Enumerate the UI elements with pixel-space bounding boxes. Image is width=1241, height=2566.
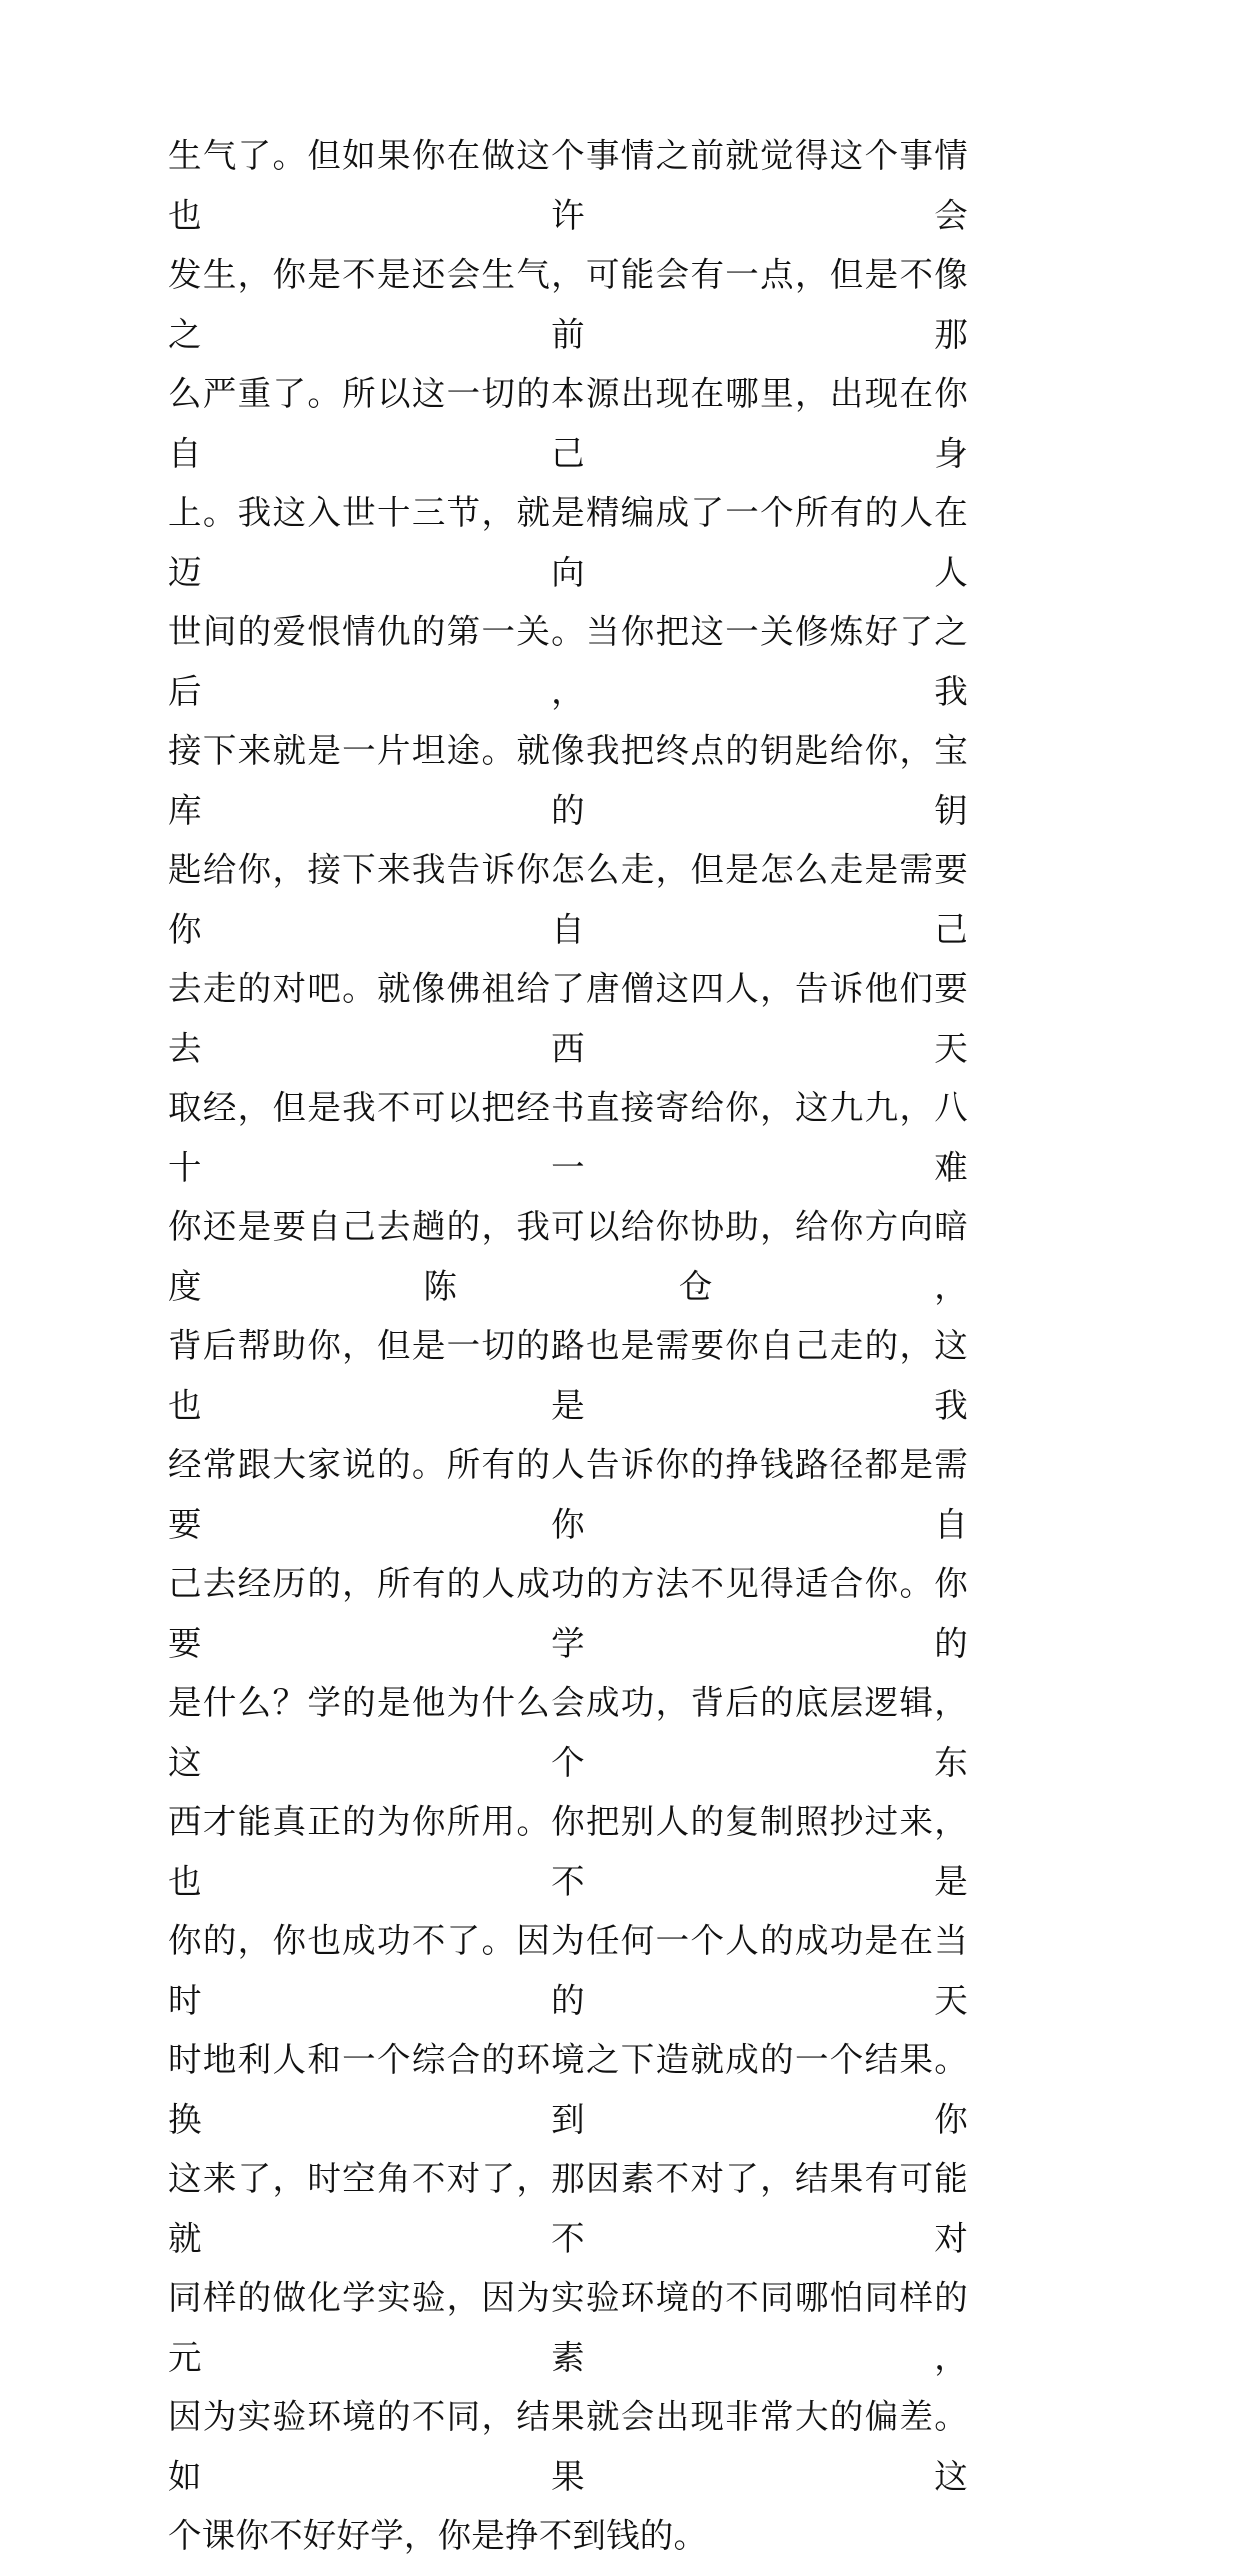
body-line: 世间的爱恨情仇的第一关。当你把这一关修炼好了之后，我 [168,612,968,711]
body-line: 上。我这入世十三节，就是精编成了一个所有的人在迈向人 [168,493,968,592]
body-line: 西才能真正的为你所用。你把别人的复制照抄过来，也不是 [168,1802,968,1901]
body-line: 你还是要自己去趟的，我可以给你协助，给你方向暗度陈仓， [168,1207,968,1306]
body-line: 因为实验环境的不同，结果就会出现非常大的偏差。如果这 [168,2397,968,2496]
body-line: 你的，你也成功不了。因为任何一个人的成功是在当时的天 [168,1921,968,2020]
body-line: 取经，但是我不可以把经书直接寄给你，这九九，八十一难 [168,1088,968,1187]
body-line: 去走的对吧。就像佛祖给了唐僧这四人，告诉他们要去西天 [168,969,968,1068]
body-line: 时地利人和一个综合的环境之下造就成的一个结果。换到你 [168,2040,968,2139]
body-line: 个课你不好好学，你是挣不到钱的。 [168,2516,708,2555]
body-line: 发生，你是不是还会生气，可能会有一点，但是不像之前那 [168,255,968,354]
body-line: 接下来就是一片坦途。就像我把终点的钥匙给你，宝库的钥 [168,731,968,830]
body-line: 经常跟大家说的。所有的人告诉你的挣钱路径都是需要你自 [168,1445,968,1544]
body-line: 己去经历的，所有的人成功的方法不见得适合你。你要学的 [168,1564,968,1663]
body-line: 这来了，时空角不对了，那因素不对了，结果有可能就不对 [168,2159,968,2258]
body-line: 生气了。但如果你在做这个事情之前就觉得这个事情也许会 [168,136,968,235]
body-line: 背后帮助你，但是一切的路也是需要你自己走的，这也是我 [168,1326,968,1425]
body-line: 匙给你，接下来我告诉你怎么走，但是怎么走是需要你自己 [168,850,968,949]
body-line: 是什么？学的是他为什么会成功，背后的底层逻辑，这个东 [168,1683,968,1782]
body-line: 同样的做化学实验，因为实验环境的不同哪怕同样的元素， [168,2278,968,2377]
body-text-block [168,126,968,2566]
body-line: 么严重了。所以这一切的本源出现在哪里，出现在你自己身 [168,374,968,473]
